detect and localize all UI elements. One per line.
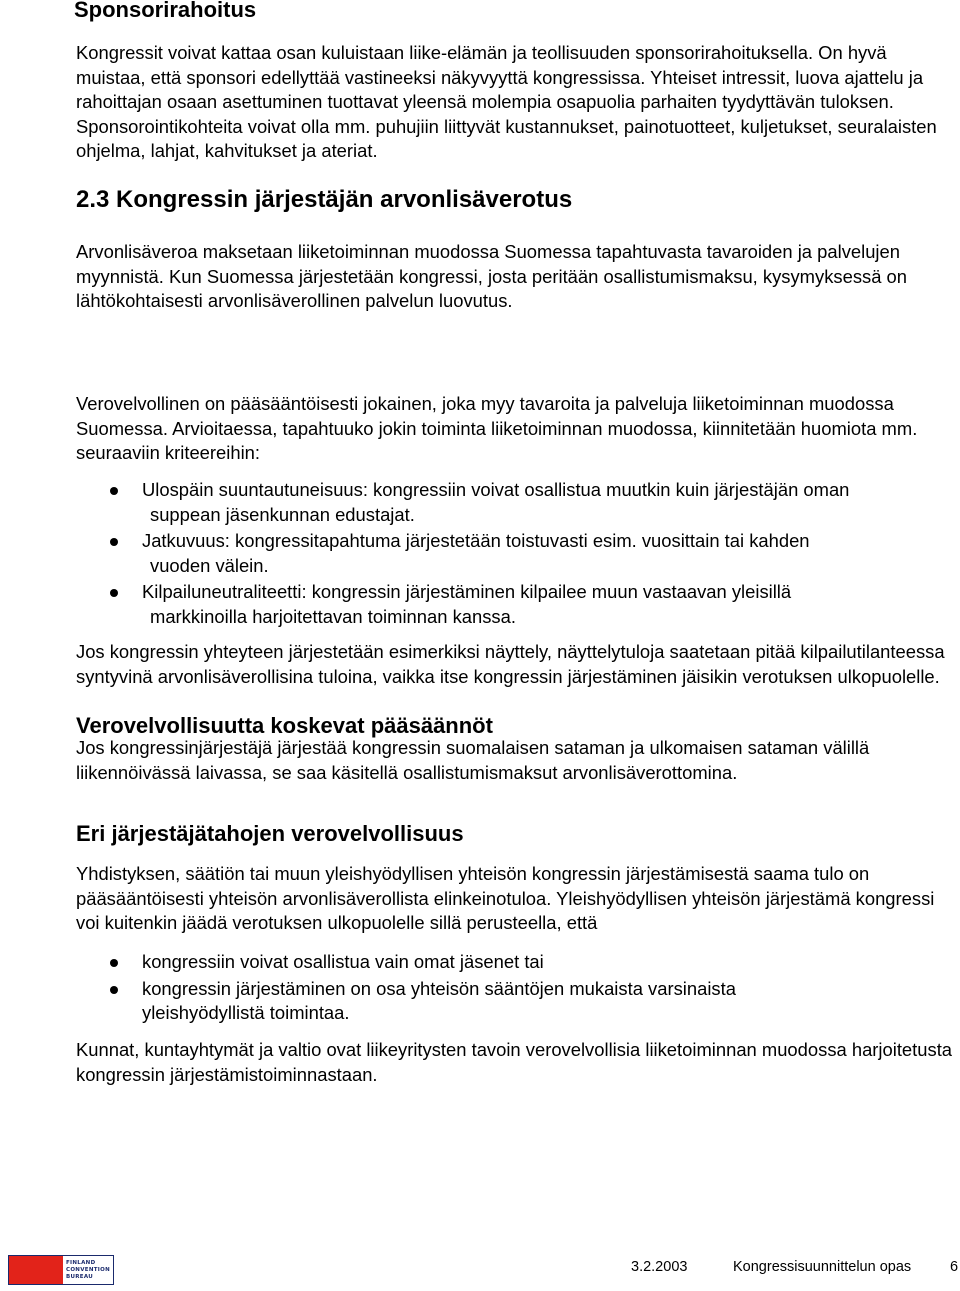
- liability-paragraph-block: [76, 392, 960, 466]
- list-item-line: Ulospäin suuntautuneisuus: kongressiin voivat osallistua muutkin kuin järjestäjän oman: [142, 479, 850, 500]
- list-item-line: markkinoilla harjoitettavan toiminnan kanssa.: [150, 605, 516, 627]
- vat-section: [76, 187, 960, 213]
- page-footer: [0, 1255, 960, 1285]
- bullet-icon: [110, 487, 118, 495]
- page-number: 6: [950, 1259, 959, 1275]
- list-item: [76, 478, 960, 527]
- list-item-line: suppean jäsenkunnan edustajat.: [150, 503, 415, 525]
- list-item-line: kongressiin voivat osallistua vain omat jäsenet tai: [142, 951, 544, 972]
- footer-title: Kongressisuunnittelun opas: [733, 1259, 912, 1275]
- bullet-icon: [110, 959, 118, 967]
- list-item-line: yleishyödyllistä toimintaa.: [142, 1002, 350, 1024]
- criteria-list: [76, 478, 960, 630]
- logo-text-line: FINLAND: [66, 1259, 96, 1266]
- municipal-paragraph-block: [76, 1038, 960, 1087]
- logo-text: [63, 1256, 113, 1284]
- heading-liability: Verovelvollisuutta koskevat pääsäännöt: [76, 713, 493, 738]
- bullet-icon: [110, 986, 118, 994]
- exhibition-paragraph: Jos kongressin yhteyteen järjestetään esimerkiksi näyttely, näyttelytuloja saatetaan pitää kilpailutilanteessa syntyvinä arvonlisäverollisina tuloina, vaikka itse kongressin järjestäminen jäisikin verotuksen ulkopuolelle.: [76, 641, 945, 687]
- heading-organizers: Eri järjestäjätahojen verovelvollisuus: [76, 821, 464, 846]
- list-item: [76, 950, 960, 975]
- list-item: [76, 580, 960, 629]
- logo-text-line: CONVENTION: [66, 1266, 111, 1273]
- list-item-line: Kilpailuneutraliteetti: kongressin järjestäminen kilpailee muun vastaavan yleisillä: [142, 581, 792, 603]
- list-item: [76, 529, 960, 578]
- exhibition-paragraph-block: [76, 640, 960, 689]
- list-item: [76, 977, 960, 1026]
- list-item-line: vuoden välein.: [150, 554, 269, 576]
- heading-vat: 2.3 Kongressin järjestäjän arvonlisäverotus: [76, 186, 573, 213]
- ship-paragraph-block: [76, 736, 960, 785]
- vat-paragraph-block: [76, 240, 960, 314]
- ship-paragraph: Jos kongressinjärjestäjä järjestää kongressin suomalaisen sataman ja ulkomaisen sataman välillä liikennöivässä laivassa, se saa käsitellä osallistumismaksut arvonlisäverottomina.: [76, 737, 870, 783]
- vat-paragraph: Arvonlisäveroa maksetaan liiketoiminnan muodossa Suomessa tapahtuvasta tavaroiden ja palvelujen myynnistä. Kun Suomessa järjestetään kongressi, josta peritään osallistumismaksu, kysymyksessä on lähtökohtaisesti arvonlisäverollinen palvelun luovutus.: [76, 241, 907, 312]
- municipal-paragraph: Kunnat, kuntayhtymät ja valtio ovat liikeyritysten tavoin verovelvollisia liiketoiminnan muodossa harjoitetusta kongressin järjestämistoiminnastaan.: [76, 1039, 953, 1085]
- heading-sponsorship: Sponsorirahoitus: [74, 0, 257, 22]
- bullet-icon: [110, 538, 118, 546]
- sponsorship-paragraph-block: [76, 41, 960, 164]
- logo-red-block: [9, 1256, 63, 1284]
- bullet-icon: [110, 589, 118, 597]
- organizers-list: [76, 950, 960, 1026]
- list-item-line: Jatkuvuus: kongressitapahtuma järjestetään toistuvasti esim. vuosittain tai kahden: [142, 530, 810, 552]
- list-item-line: kongressin järjestäminen on osa yhteisön sääntöjen mukaista varsinaista: [142, 977, 736, 999]
- footer-date: 3.2.2003: [631, 1259, 688, 1275]
- organizers-list-block: [76, 950, 960, 1026]
- organizers-paragraph: Yhdistyksen, säätiön tai muun yleishyödyllisen yhteisön kongressin järjestämisestä saama tulo on pääsääntöisesti yhteisön arvonlisäverollista elinkeinotuloa. Yleishyödyllisen yhteisön järjestämä kongressi voi kuitenkin jäädä verotuksen ulkopuolelle sillä perusteella, että: [76, 863, 935, 934]
- logo-text-line: BUREAU: [66, 1273, 94, 1280]
- organizers-heading-block: [76, 821, 960, 847]
- criteria-list-block: [76, 478, 960, 630]
- sponsorship-paragraph: Kongressit voivat kattaa osan kuluistaan liike-elämän ja teollisuuden sponsorirahoituksella. On hyvä muistaa, että sponsori edellyttää vastineeksi näkyvyyttä kongressissa. Yhteiset intressit, luova ajattelu ja rahoittajan osaan asettuminen tuottavat yleensä molempia osapuolia parhaiten tyydyttävän tuloksen. Sponsorointikohteita voivat olla mm. puhujiin liittyvät kustannukset, painotuotteet, kuljetukset, seuralaisten ohjelma, lahjat, kahvitukset ja ateriat.: [76, 42, 937, 162]
- liability-paragraph: Verovelvollinen on pääsääntöisesti jokainen, joka myy tavaroita ja palveluja liiketoiminnan muodossa Suomessa. Arvioitaessa, tapahtuuko jokin toiminta liiketoiminnan muodossa, kiinnitetään huomiota mm. seuraaviin kriteereihin:: [76, 393, 918, 464]
- organizers-paragraph-block: [76, 862, 960, 936]
- finland-convention-bureau-logo: [8, 1255, 114, 1285]
